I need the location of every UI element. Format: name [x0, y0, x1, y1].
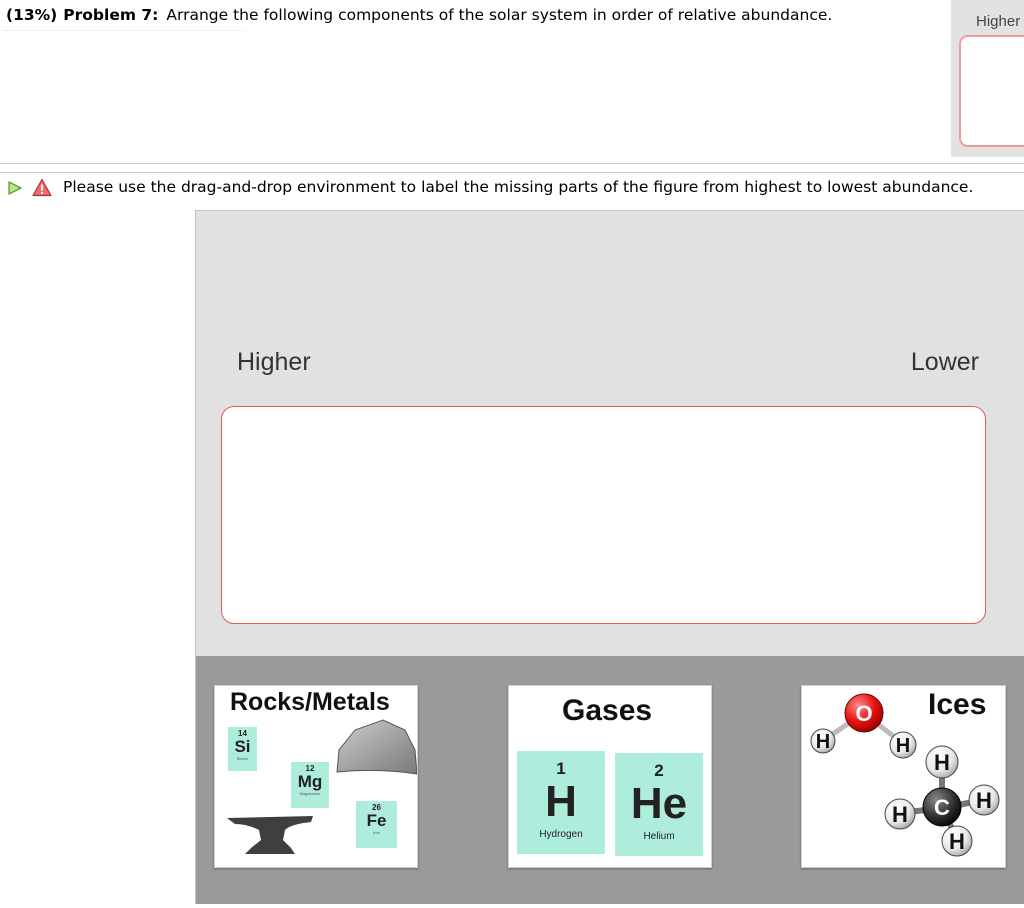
draggable-tray — [196, 656, 1024, 904]
element-symbol: Fe — [366, 811, 387, 830]
atom-label: H — [949, 829, 965, 854]
atom-label: H — [934, 750, 950, 775]
atomic-number: 26 — [372, 803, 381, 812]
methane-hydrogen-atom — [926, 746, 958, 778]
divider — [0, 172, 1024, 173]
play-icon[interactable] — [7, 180, 23, 196]
methane-hydrogen-atom — [885, 799, 915, 829]
atomic-number: 2 — [654, 761, 664, 780]
faint-divider — [4, 30, 244, 35]
water-hydrogen-atom — [811, 729, 835, 753]
element-symbol: Mg — [297, 772, 323, 791]
problem-header — [6, 6, 832, 24]
methane-hydrogen-atom — [942, 826, 972, 856]
element-tile-fe — [356, 801, 397, 848]
divider — [0, 163, 1024, 164]
element-tile-h — [517, 751, 605, 854]
atom-label: H — [895, 735, 911, 757]
atomic-number: 1 — [556, 759, 566, 778]
card-title: Ices — [928, 688, 987, 721]
instruction-text: Please use the drag-and-drop environment to label the missing parts of the figure from highest to lowest abundance. — [63, 178, 974, 196]
rocks-metals-card[interactable] — [214, 685, 418, 868]
problem-text: Arrange the following components of the solar system in order of relative abundance. — [166, 6, 833, 24]
element-tile-he — [615, 753, 703, 856]
rock-icon — [333, 718, 417, 776]
figure-thumbnail[interactable] — [951, 0, 1024, 157]
element-symbol: Si — [234, 737, 251, 756]
higher-label: Higher — [237, 348, 311, 376]
molecule-illustration — [802, 686, 1005, 867]
oxygen-atom — [845, 694, 883, 732]
anvil-icon — [225, 814, 315, 858]
atomic-number: 14 — [238, 729, 247, 738]
water-hydrogen-atom — [890, 732, 916, 758]
element-tile-mg — [291, 762, 329, 808]
ices-card[interactable] — [801, 685, 1006, 868]
atom-label: H — [976, 788, 992, 813]
warning-icon[interactable] — [32, 178, 52, 197]
atom-label: C — [934, 795, 950, 820]
thumbnail-drop-box — [959, 35, 1024, 147]
atom-label: H — [815, 731, 831, 753]
problem-percent: (13%) — [6, 6, 58, 24]
methane-hydrogen-atom — [969, 785, 999, 815]
thumbnail-label: Higher — [976, 13, 1021, 30]
drop-zone[interactable] — [221, 406, 986, 624]
atom-label: H — [892, 802, 908, 827]
gases-card[interactable] — [508, 685, 712, 868]
element-name: Silicon — [236, 756, 249, 761]
problem-number: Problem 7: — [63, 6, 159, 24]
element-name: Magnesium — [299, 791, 321, 796]
element-name: Helium — [643, 831, 675, 842]
element-tile-si — [228, 727, 257, 771]
carbon-atom — [923, 788, 961, 826]
card-title: Rocks/Metals — [230, 688, 390, 716]
element-symbol: He — [630, 779, 688, 828]
card-title: Gases — [562, 694, 653, 727]
atom-label: O — [855, 701, 873, 726]
element-name: Hydrogen — [539, 829, 583, 840]
atomic-number: 12 — [305, 764, 315, 773]
element-symbol: H — [545, 777, 577, 826]
lower-label: Lower — [910, 348, 979, 376]
drag-drop-environment — [195, 210, 1024, 904]
element-name: Iron — [373, 830, 380, 835]
